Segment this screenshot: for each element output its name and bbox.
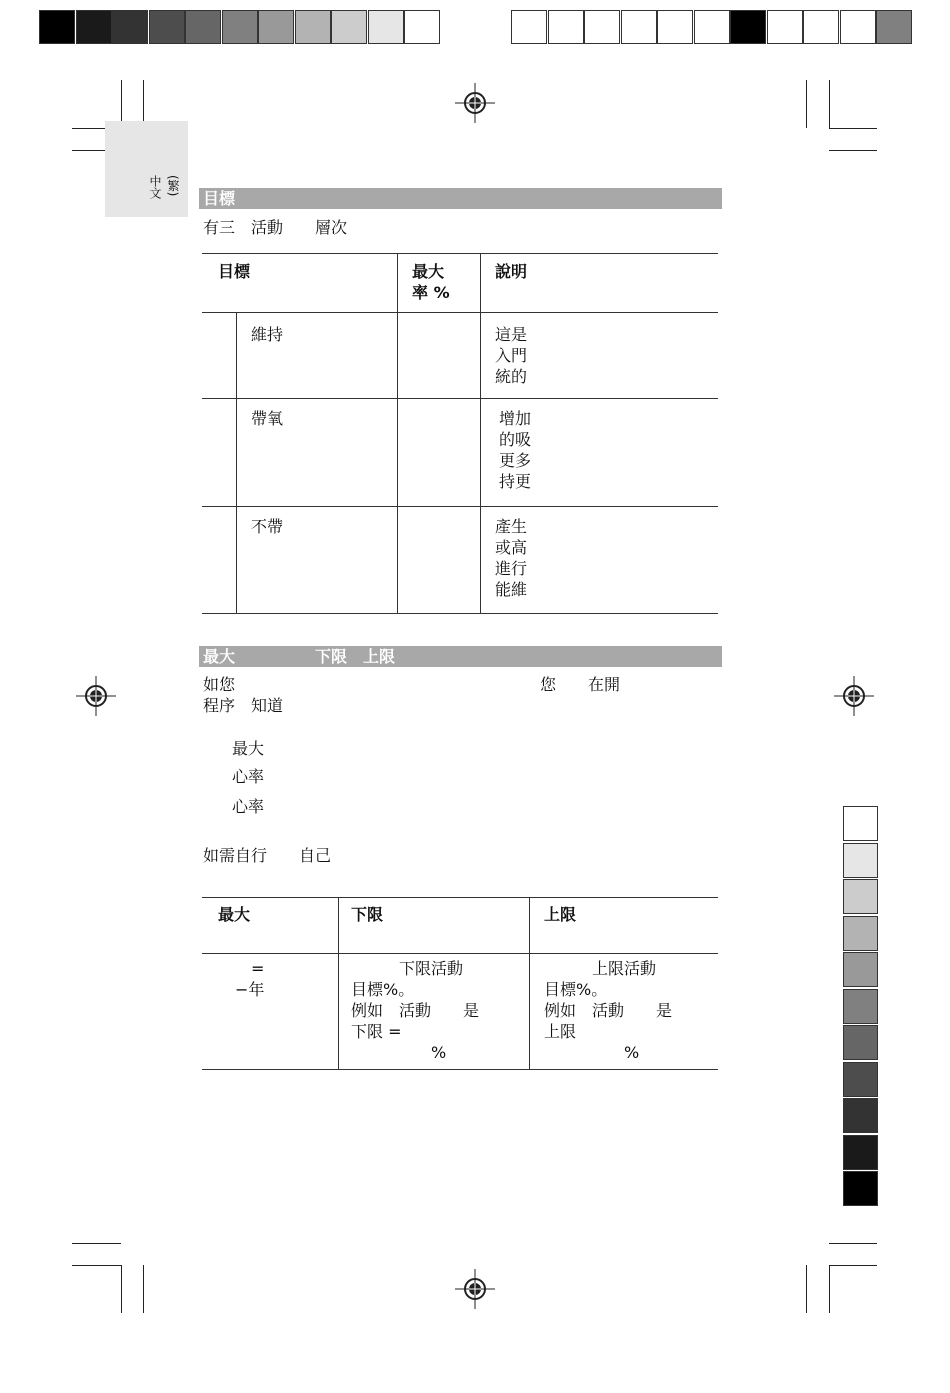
table-row-desc: 增加 的吸 更多 持更 <box>499 409 532 491</box>
calibration-swatch <box>843 1135 878 1170</box>
calibration-swatch <box>258 10 294 44</box>
table-row-desc: 產生 或高 進行 能維 <box>495 517 528 599</box>
table-cell-lower: 下限活動 目標%。 例如 活動 是 下限 = % <box>351 959 480 1062</box>
table-header-goal: 目標 <box>218 262 251 281</box>
calibration-swatch <box>621 10 657 44</box>
calibration-swatch <box>511 10 547 44</box>
registration-mark-left <box>76 676 116 716</box>
calibration-swatch <box>843 952 878 987</box>
calibration-swatch <box>843 916 878 951</box>
list-item: 最大 <box>232 739 265 758</box>
table-cell-max: = −年 <box>235 959 265 999</box>
language-tab-line2: (繁) <box>166 175 180 197</box>
table-header-upper: 上限 <box>544 905 577 924</box>
calibration-swatch <box>843 879 878 914</box>
table-row-goal: 帶氧 <box>251 409 284 428</box>
paragraph-line1-end: 您 在開 <box>540 675 621 694</box>
table-header-max: 最大 <box>218 905 251 924</box>
section-intro: 有三 活動 層次 <box>203 218 348 237</box>
calibration-swatch <box>843 989 878 1024</box>
calibration-swatch <box>149 10 185 44</box>
language-tab-label <box>148 175 161 199</box>
table-row-goal: 不帶 <box>251 517 284 536</box>
language-tab-line1: 中文 <box>148 175 162 199</box>
calibration-swatch <box>843 806 878 841</box>
table-header-lower: 下限 <box>351 905 384 924</box>
calibration-swatch <box>843 843 878 878</box>
paragraph-line1-start: 如您 <box>203 675 236 694</box>
section-title-goals: 目標 <box>199 188 722 209</box>
calibration-swatch <box>843 1062 878 1097</box>
calibration-swatch <box>730 10 766 44</box>
table-row-desc: 這是 入門 統的 <box>495 325 528 386</box>
calibration-swatch <box>39 10 75 44</box>
calibration-swatch <box>295 10 331 44</box>
calibration-swatch <box>657 10 693 44</box>
calibration-swatch <box>76 10 112 44</box>
registration-mark-bottom <box>455 1269 495 1309</box>
section-title-heart-rate: 最大 下限 上限 <box>199 646 722 667</box>
calibration-swatch <box>843 1098 878 1133</box>
calibration-swatch <box>843 1025 878 1060</box>
language-tab <box>105 121 188 217</box>
calibration-swatch <box>331 10 367 44</box>
paragraph-line2: 程序 知道 <box>203 696 284 715</box>
calibration-swatch <box>843 1171 878 1206</box>
list-item: 心率 <box>232 797 265 816</box>
calibration-swatch <box>222 10 258 44</box>
calibration-swatch <box>368 10 404 44</box>
table-header-max-hr: 最大 率 % <box>412 262 450 302</box>
table-row-goal: 維持 <box>251 325 284 344</box>
calibration-swatch <box>584 10 620 44</box>
calibration-swatch <box>404 10 440 44</box>
registration-mark-right <box>834 676 874 716</box>
calibration-swatch <box>803 10 839 44</box>
calibration-swatch <box>112 10 148 44</box>
calibration-swatch <box>767 10 803 44</box>
language-tab-label-2 <box>166 175 179 196</box>
registration-mark-top <box>455 83 495 123</box>
calibration-swatch <box>185 10 221 44</box>
calibration-swatch <box>876 10 912 44</box>
list-item: 心率 <box>232 767 265 786</box>
calibration-swatch <box>548 10 584 44</box>
calibration-swatch <box>694 10 730 44</box>
table-cell-upper: 上限活動 目標%。 例如 活動 是 上限 % <box>544 959 673 1062</box>
table-header-desc: 說明 <box>495 262 528 281</box>
calibration-swatch <box>840 10 876 44</box>
note-text: 如需自行 自己 <box>203 846 332 865</box>
